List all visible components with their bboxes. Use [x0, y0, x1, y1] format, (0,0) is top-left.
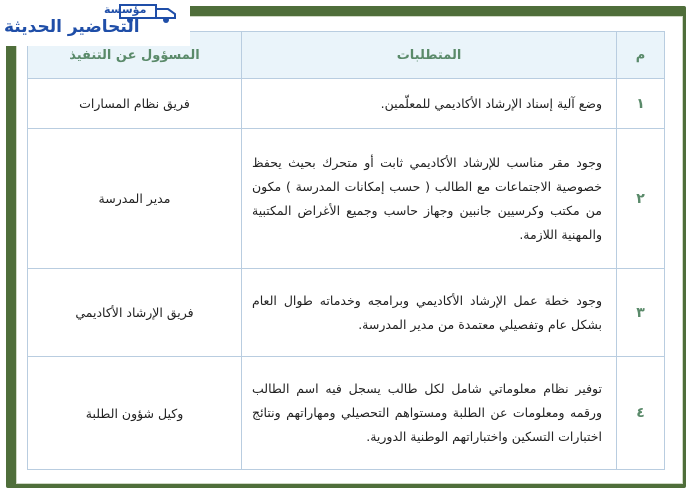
- row-number: ٣: [617, 269, 665, 357]
- row-number: ٤: [617, 357, 665, 470]
- row-responsible: مدير المدرسة: [28, 129, 242, 269]
- logo-line-1: مؤسسة: [104, 3, 147, 16]
- row-requirement: وجود مقر مناسب للإرشاد الأكاديمي ثابت أو متحرك بحيث يحفظ خصوصية الاجتماعات مع الطالب ( حسب إمكانات المدرسة ) مكون من مكتب وكرسيين جانبين وجهاز حاسب وجميع الأغراض المكتبية والمهنية اللازمة.: [242, 129, 617, 269]
- row-responsible: وكيل شؤون الطلبة: [28, 357, 242, 470]
- table-row: [28, 357, 665, 470]
- requirements-table: [27, 31, 665, 470]
- header-num: م: [617, 32, 665, 79]
- row-responsible: فريق نظام المسارات: [28, 79, 242, 129]
- row-requirement: توفير نظام معلوماتي شامل لكل طالب يسجل فيه اسم الطالب ورقمه ومعلومات عن الطلبة ومستواهم التحصيلي ومهاراتهم ونتائج اختبارات التسكين واختباراتهم الوطنية الدورية.: [242, 357, 617, 470]
- table-row: [28, 269, 665, 357]
- row-requirement: وضع آلية إسناد الإرشاد الأكاديمي للمعلّمين.: [242, 79, 617, 129]
- row-number: ٢: [617, 129, 665, 269]
- row-number: ١: [617, 79, 665, 129]
- row-responsible: فريق الإرشاد الأكاديمي: [28, 269, 242, 357]
- table-row: [28, 129, 665, 269]
- logo-line-2: التحاضير الحديثة: [4, 17, 140, 37]
- row-requirement: وجود خطة عمل الإرشاد الأكاديمي وبرامجه وخدماته طوال العام بشكل عام وتفصيلي معتمدة من مدير المدرسة.: [242, 269, 617, 357]
- logo: [0, 0, 190, 46]
- header-responsible: المسؤول عن التنفيذ: [28, 32, 242, 79]
- table-row: [28, 79, 665, 129]
- header-requirements: المتطلبات: [242, 32, 617, 79]
